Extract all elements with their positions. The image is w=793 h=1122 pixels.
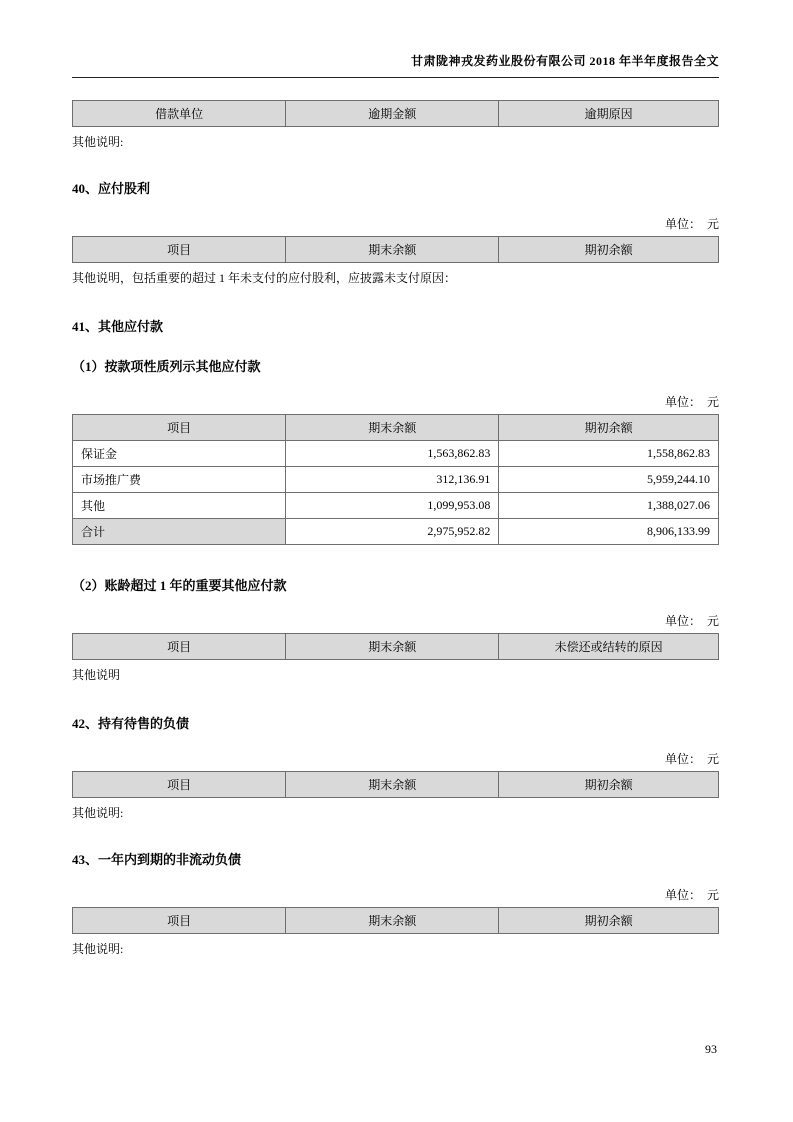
column-header-item: 项目: [73, 415, 286, 441]
section-41-sub1-heading: （1）按款项性质列示其他应付款: [72, 359, 261, 374]
column-header-ending-balance: 期末余额: [286, 415, 499, 441]
column-header-ending-balance: 期末余额: [286, 634, 499, 660]
dividends-payable-table: [72, 236, 719, 263]
cell-beginning-balance: 8,906,133.99: [499, 519, 719, 545]
held-for-sale-liabilities-table: [72, 771, 719, 798]
section-41-sub2-heading: （2）账龄超过 1 年的重要其他应付款: [72, 578, 287, 593]
cell-beginning-balance: 1,388,027.06: [499, 493, 719, 519]
column-header-beginning-balance: 期初余额: [499, 772, 719, 798]
table-header-row: [73, 237, 719, 263]
cell-ending-balance: 312,136.91: [286, 467, 499, 493]
cell-ending-balance: 2,975,952.82: [286, 519, 499, 545]
other-payables-by-nature-table: [72, 414, 719, 545]
section-42-heading: 42、持有待售的负债: [72, 716, 190, 731]
cell-item-name: 合计: [73, 519, 286, 545]
column-header-beginning-balance: 期初余额: [499, 415, 719, 441]
column-header-item: 项目: [73, 634, 286, 660]
page-number: 93: [705, 1042, 717, 1056]
document-header: [72, 52, 719, 78]
table-header-row: [73, 908, 719, 934]
column-header-beginning-balance: 期初余额: [499, 908, 719, 934]
table-row: [73, 441, 719, 467]
column-header-item: 项目: [73, 237, 286, 263]
column-header-ending-balance: 期末余额: [286, 237, 499, 263]
other-note: 其他说明:: [72, 942, 124, 956]
table-header-row: [73, 101, 719, 127]
column-header-ending-balance: 期末余额: [286, 772, 499, 798]
unit-label: 单位： 元: [664, 217, 719, 231]
section-43-heading: 43、一年内到期的非流动负债: [72, 852, 242, 867]
report-title: 甘肃陇神戎发药业股份有限公司 2018 年半年度报告全文: [410, 54, 719, 68]
section-41-heading: 41、其他应付款: [72, 319, 164, 334]
section-40-heading: 40、应付股利: [72, 181, 151, 196]
overdue-loans-table: [72, 100, 719, 127]
table-header-row: [73, 634, 719, 660]
table-row: [73, 493, 719, 519]
unit-label: 单位： 元: [664, 752, 719, 766]
noncurrent-liabilities-due-table: [72, 907, 719, 934]
cell-beginning-balance: 5,959,244.10: [499, 467, 719, 493]
table-header-row: [73, 415, 719, 441]
column-header-item: 项目: [73, 772, 286, 798]
other-note: 其他说明: [72, 668, 121, 682]
unit-label: 单位： 元: [664, 395, 719, 409]
column-header-item: 项目: [73, 908, 286, 934]
cell-item-name: 市场推广费: [73, 467, 286, 493]
column-header-borrower: 借款单位: [73, 101, 286, 127]
cell-item-name: 保证金: [73, 441, 286, 467]
column-header-overdue-amount: 逾期金额: [286, 101, 499, 127]
cell-beginning-balance: 1,558,862.83: [499, 441, 719, 467]
other-note: 其他说明，包括重要的超过 1 年未支付的应付股利，应披露未支付原因：: [72, 271, 457, 285]
table-total-row: [73, 519, 719, 545]
cell-ending-balance: 1,563,862.83: [286, 441, 499, 467]
column-header-beginning-balance: 期初余额: [499, 237, 719, 263]
unit-label: 单位： 元: [664, 614, 719, 628]
column-header-overdue-reason: 逾期原因: [499, 101, 719, 127]
cell-item-name: 其他: [73, 493, 286, 519]
column-header-ending-balance: 期末余额: [286, 908, 499, 934]
other-note: 其他说明:: [72, 806, 124, 820]
cell-ending-balance: 1,099,953.08: [286, 493, 499, 519]
other-note: 其他说明:: [72, 135, 124, 149]
unit-label: 单位： 元: [664, 888, 719, 902]
table-row: [73, 467, 719, 493]
important-aged-payables-table: [72, 633, 719, 660]
column-header-unpaid-reason: 未偿还或结转的原因: [499, 634, 719, 660]
table-header-row: [73, 772, 719, 798]
